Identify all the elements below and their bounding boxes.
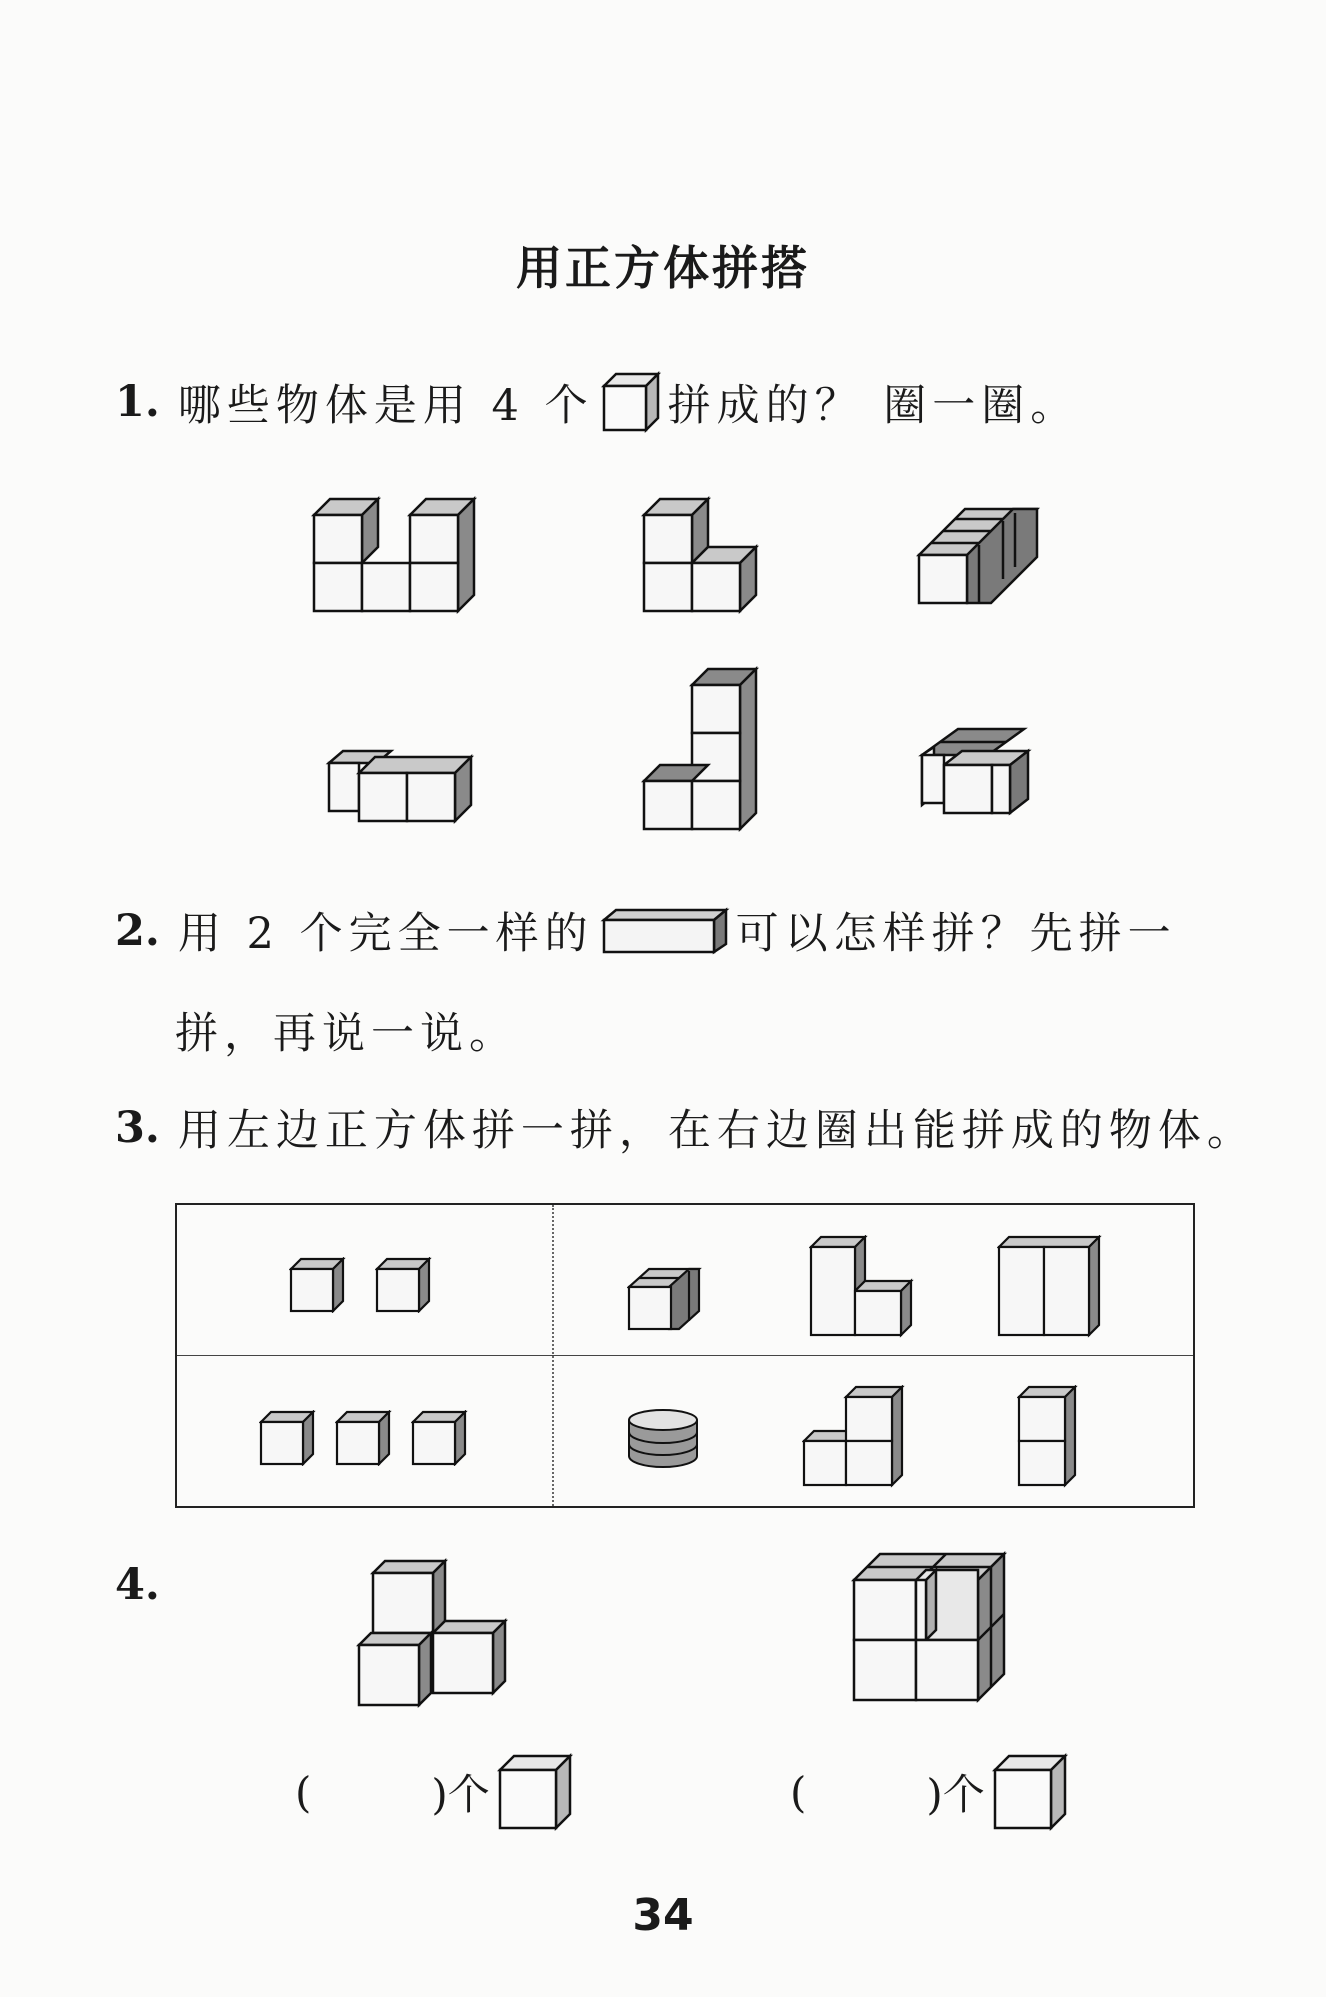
question-2-text-after: 可以怎样拼？先拼一	[735, 909, 1177, 959]
q1-figure-u-shape[interactable]	[310, 495, 490, 620]
q3-row2-cube-c	[411, 1410, 471, 1466]
question-3-number: 3.	[115, 1102, 160, 1153]
question-1-text-before: 哪些物体是用 4 个	[177, 380, 594, 431]
cube-icon	[991, 1752, 1069, 1832]
q3-row1-option-l-shape[interactable]	[809, 1235, 919, 1339]
q3-row1-option-tall-block[interactable]	[997, 1235, 1105, 1339]
q3-table	[175, 1203, 1195, 1508]
page-title: 用正方体拼搭	[516, 241, 810, 295]
q3-row1-option-small-block[interactable]	[627, 1265, 705, 1335]
q4-figure-left	[355, 1555, 515, 1715]
question-2	[115, 900, 1177, 961]
question-2-line-2: 拼，再说一说。	[175, 1009, 518, 1059]
q3-row1-cube-b	[375, 1257, 435, 1313]
cube-icon	[496, 1752, 574, 1832]
q3-row2-option-two-stack[interactable]	[1017, 1385, 1081, 1489]
question-3-text: 用左边正方体拼一拼，在右边圈出能拼成的物体。	[177, 1106, 1256, 1156]
question-1	[115, 370, 1079, 434]
q3-row1-cube-a	[289, 1257, 349, 1313]
q4-answer-left-close: )个	[431, 1770, 490, 1819]
question-4-number: 4.	[115, 1560, 160, 1610]
cube-icon	[600, 370, 662, 434]
q3-row2-cube-a	[259, 1410, 319, 1466]
q1-figure-tower[interactable]	[640, 665, 765, 850]
q4-answer-right-close: )个	[926, 1770, 985, 1819]
q1-figure-l-shape[interactable]	[640, 495, 770, 620]
question-1-number: 1.	[115, 377, 160, 427]
q4-figure-right	[850, 1550, 1010, 1710]
q1-figure-row-of-four[interactable]	[915, 505, 1045, 615]
q3-row2-option-step-shape[interactable]	[802, 1385, 912, 1489]
q4-answer-left-open: (	[295, 1767, 312, 1817]
page-number: 34	[632, 1890, 694, 1941]
question-2-number: 2.	[115, 905, 160, 956]
q3-row2-cube-b	[335, 1410, 395, 1466]
q1-figure-2x2-block[interactable]	[918, 725, 1038, 825]
q4-answer-left	[295, 1752, 580, 1832]
q4-answer-right-open: (	[790, 1767, 807, 1817]
question-3	[115, 1097, 1256, 1158]
question-4	[115, 1560, 178, 1610]
question-1-text-after: 拼成的？ 圈一圈。	[667, 380, 1080, 431]
question-2-text-before: 用 2 个完全一样的	[177, 909, 594, 959]
q3-row2-option-cylinder-stack[interactable]	[625, 1408, 705, 1474]
q4-answer-right	[790, 1752, 1075, 1832]
cuboid-bar-icon	[600, 906, 730, 956]
q1-figure-flat-block[interactable]	[325, 745, 480, 845]
